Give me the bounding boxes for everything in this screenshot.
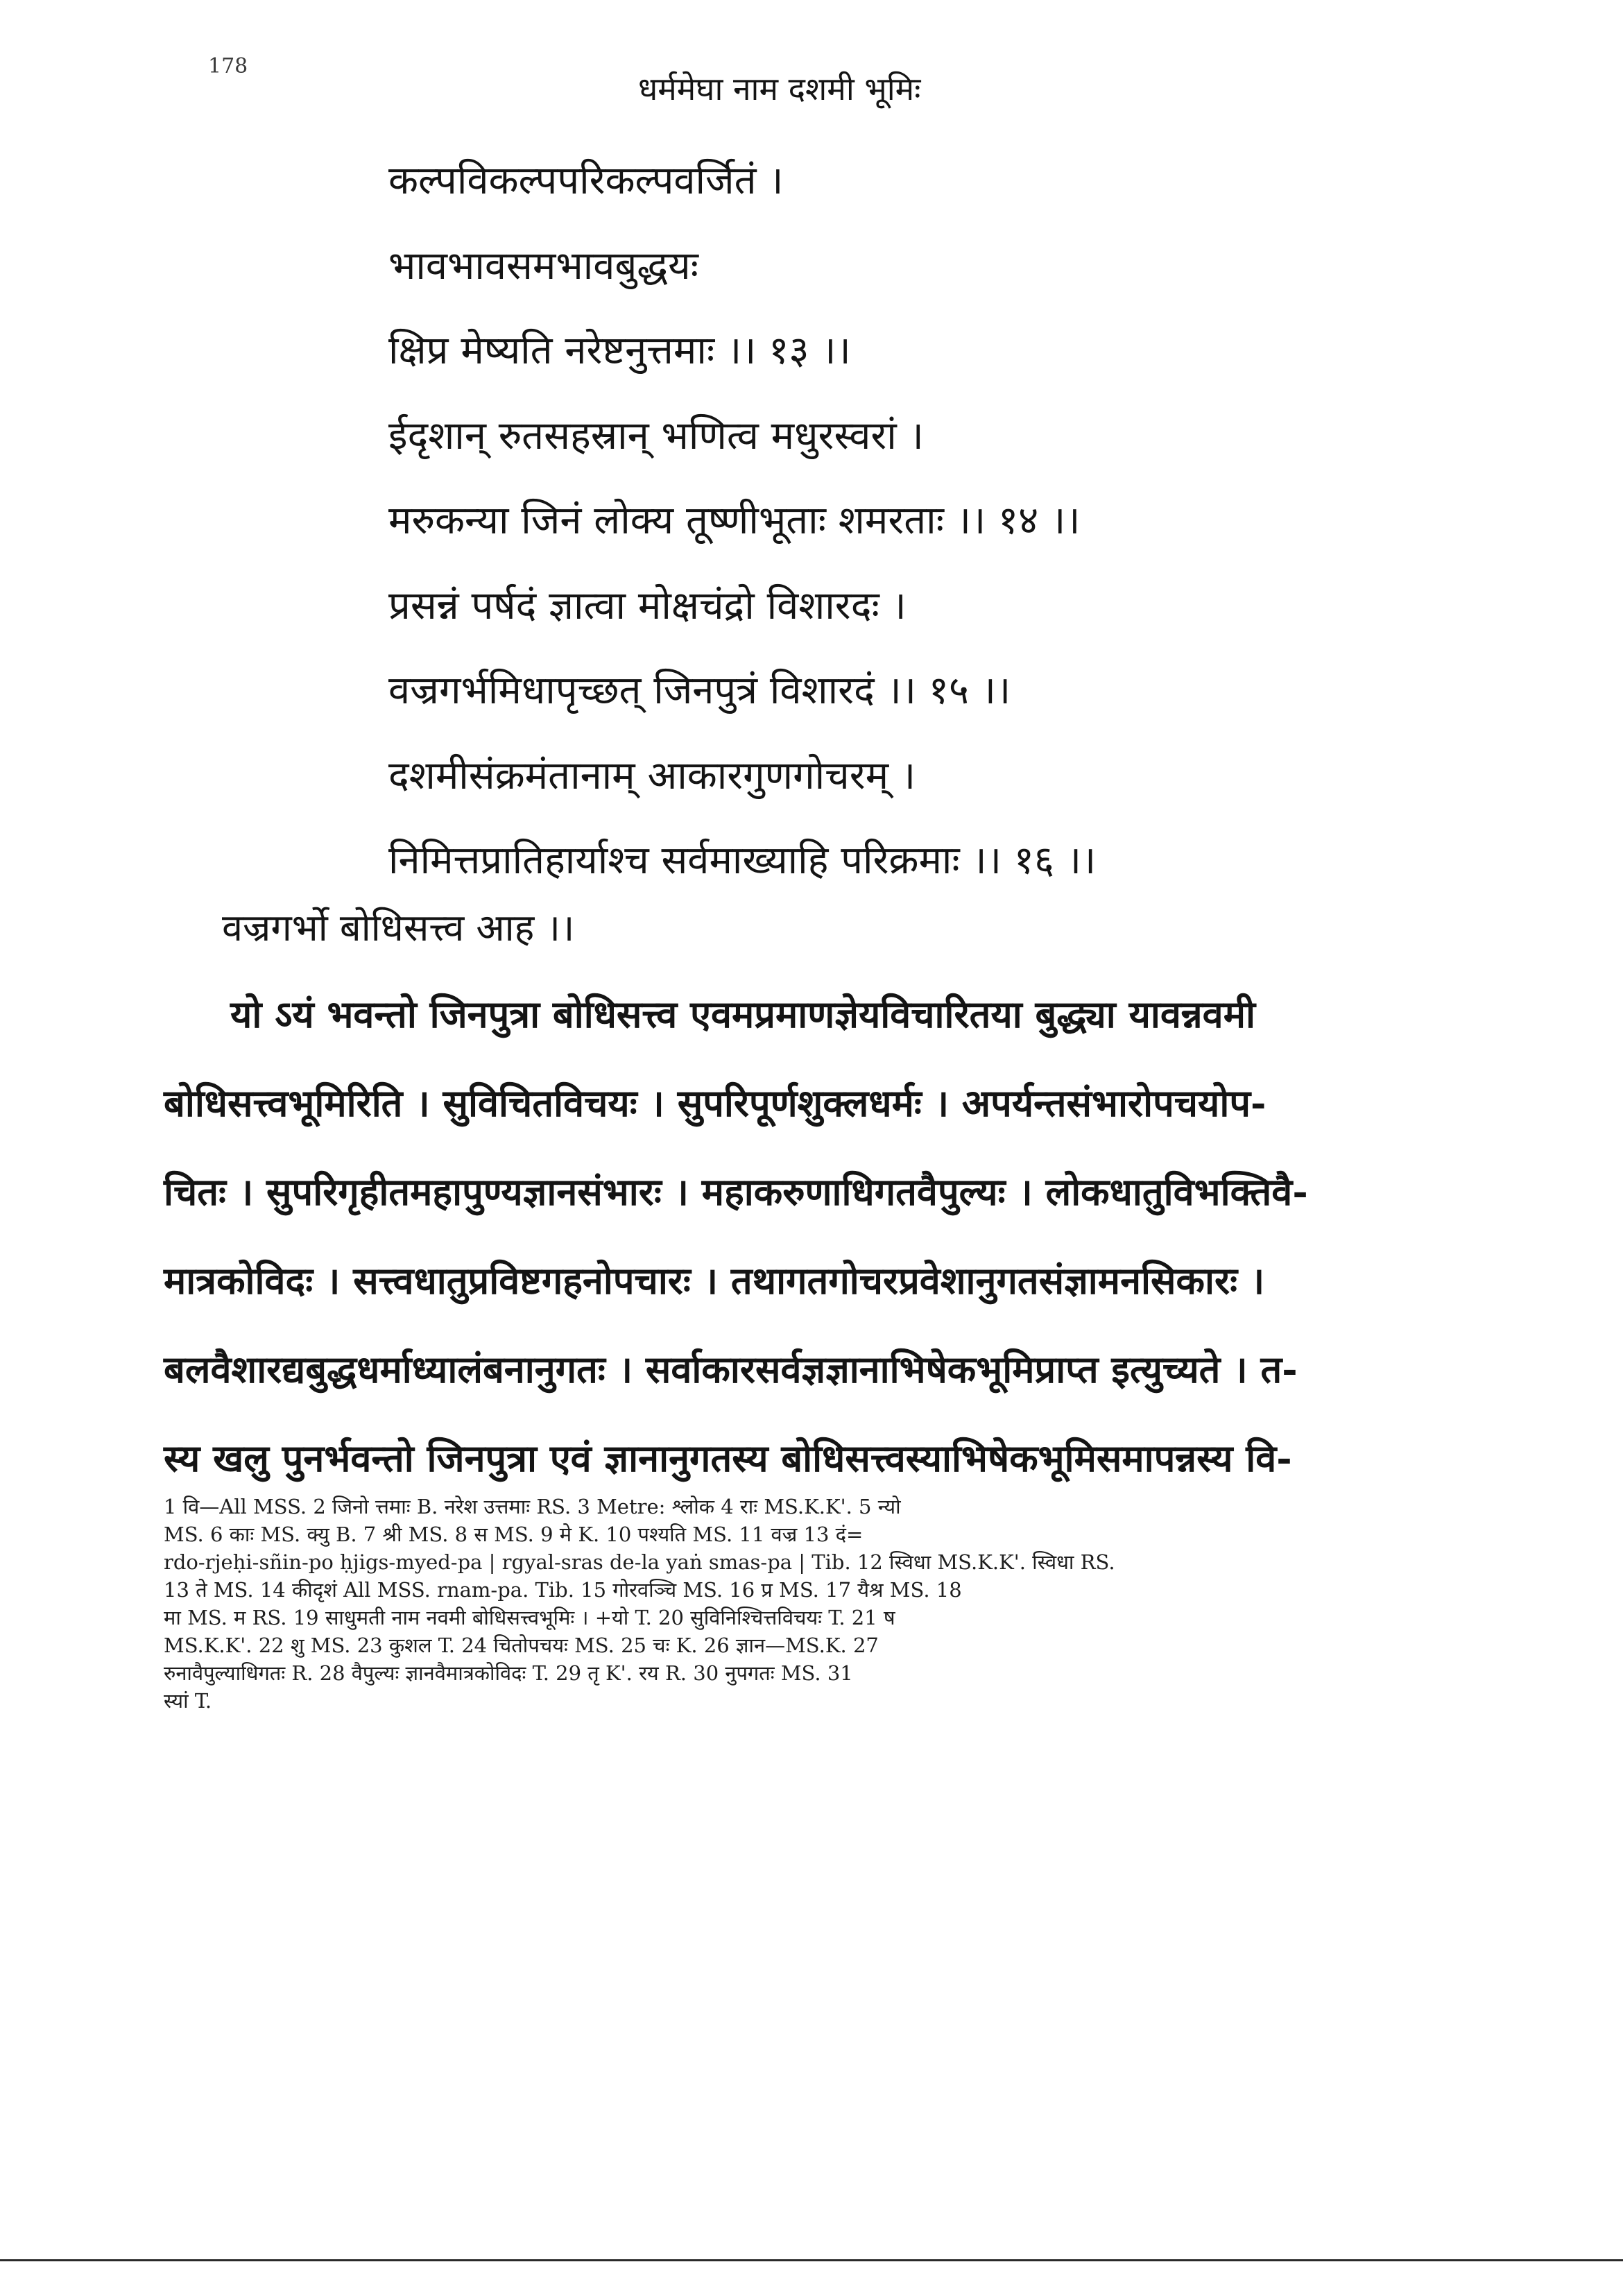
running-head: धर्ममेघा नाम दशमी भूमिः bbox=[638, 70, 921, 108]
prose-line: मात्रकोविदः । सत्त्वधातुप्रविष्टगहनोपचारः । तथागतगोचरप्रवेशानुगतसंज्ञामनसिकारः । bbox=[164, 1258, 1265, 1303]
prose-line: स्य खलु पुनर्भवन्तो जिनपुत्रा एवं ज्ञानानुगतस्य बोधिसत्त्वस्याभिषेकभूमिसमापन्नस्य वि- bbox=[164, 1436, 1292, 1480]
verse-line: मरुकन्या जिनं लोक्य तूष्णीभूताः शमरताः ।। १४ ।। bbox=[388, 498, 1081, 543]
verse-block bbox=[388, 139, 1498, 904]
footnotes bbox=[164, 1493, 1377, 1715]
prose-line: बोधिसत्त्वभूमिरिति । सुविचितविचयः । सुपरिपूर्णशुक्लधर्मः । अपर्यन्तसंभारोपचयोप- bbox=[164, 1081, 1266, 1125]
verse-line: ईदृशान् रुतसहस्रान् भणित्व मधुरस्वरां । bbox=[388, 413, 924, 459]
page-number: 178 bbox=[208, 54, 248, 78]
verse-line: क्षिप्र मेष्यति नरेष्टनुत्तमाः ।। १३ ।। bbox=[388, 328, 851, 373]
verse-line: प्रसन्नं पर्षदं ज्ञात्वा मोक्षचंद्रो विशारदः । bbox=[388, 583, 907, 628]
footnote-line: 1 वि—All MSS. 2 जिनो त्तमाः B. नरेश उत्तमाः RS. 3 Metre: श्लोक 4 राः MS.K.K'. 5 न्यो bbox=[164, 1495, 901, 1518]
bottom-rule bbox=[0, 2259, 1623, 2261]
verse-line: दशमीसंक्रमंतानाम् आकारगुणगोचरम् । bbox=[388, 753, 916, 798]
verse-line: वज्रगर्भमिधापृच्छत् जिनपुत्रं विशारदं ।। १५ ।। bbox=[388, 668, 1011, 713]
footnote-line: मा MS. म RS. 19 साधुमती नाम नवमी बोधिसत्त्वभूमिः । +यो T. 20 सुविनिश्चित्तविचयः T. 21 ष bbox=[164, 1606, 895, 1629]
footnote-line: रुनावैपुल्याधिगतः R. 28 वैपुल्यः ज्ञानवैमात्रकोविदः T. 29 तृ K'. रय R. 30 नुपगतः MS. 31 bbox=[164, 1661, 853, 1685]
footnote-line: 13 ते MS. 14 कीदृशं All MSS. rnam-pa. Tib. 15 गोरवञ्चि MS. 16 प्र MS. 17 यैश्र MS. 18 bbox=[164, 1578, 962, 1602]
verse-line: भावभावसमभावबुद्धयः bbox=[388, 243, 698, 289]
prose-line: यो ऽयं भवन्तो जिनपुत्रा बोधिसत्त्व एवमप्रमाणज्ञेयविचारितया बुद्ध्या यावन्नवमी bbox=[230, 992, 1255, 1036]
footnote-line: rdo-rjeḥi-sñin-po ḥjigs-myed-pa | rgyal-sras de-la yaṅ smas-pa | Tib. 12 स्विधा MS.K.K'. स्विधा RS. bbox=[164, 1550, 1115, 1574]
prose-block bbox=[164, 970, 1384, 1502]
prose-line: बलवैशारद्यबुद्धधर्माध्यालंबनानुगतः । सर्वाकारसर्वज्ञज्ञानाभिषेकभूमिप्राप्त इत्युच्यते । त- bbox=[164, 1347, 1298, 1391]
verse-line: कल्पविकल्पपरिकल्पवर्जितं । bbox=[388, 158, 784, 203]
footnote-line: MS. 6 काः MS. क्यु B. 7 श्री MS. 8 स MS. 9 मे K. 10 पश्यति MS. 11 वज्र 13 दं= bbox=[164, 1523, 864, 1546]
speaker-line: वज्रगर्भो बोधिसत्त्व आह ।। bbox=[222, 906, 575, 950]
footnote-line: स्यां T. bbox=[164, 1689, 212, 1713]
footnote-line: MS.K.K'. 22 शु MS. 23 कुशल T. 24 चितोपचयः MS. 25 चः K. 26 ज्ञान—MS.K. 27 bbox=[164, 1634, 879, 1657]
verse-line: निमित्तप्रातिहार्याश्च सर्वमाख्याहि परिक्रमाः ।। १६ ।। bbox=[388, 838, 1097, 883]
prose-line: चितः । सुपरिगृहीतमहापुण्यज्ञानसंभारः । महाकरुणाधिगतवैपुल्यः । लोकधातुविभक्तिवै- bbox=[164, 1170, 1308, 1214]
